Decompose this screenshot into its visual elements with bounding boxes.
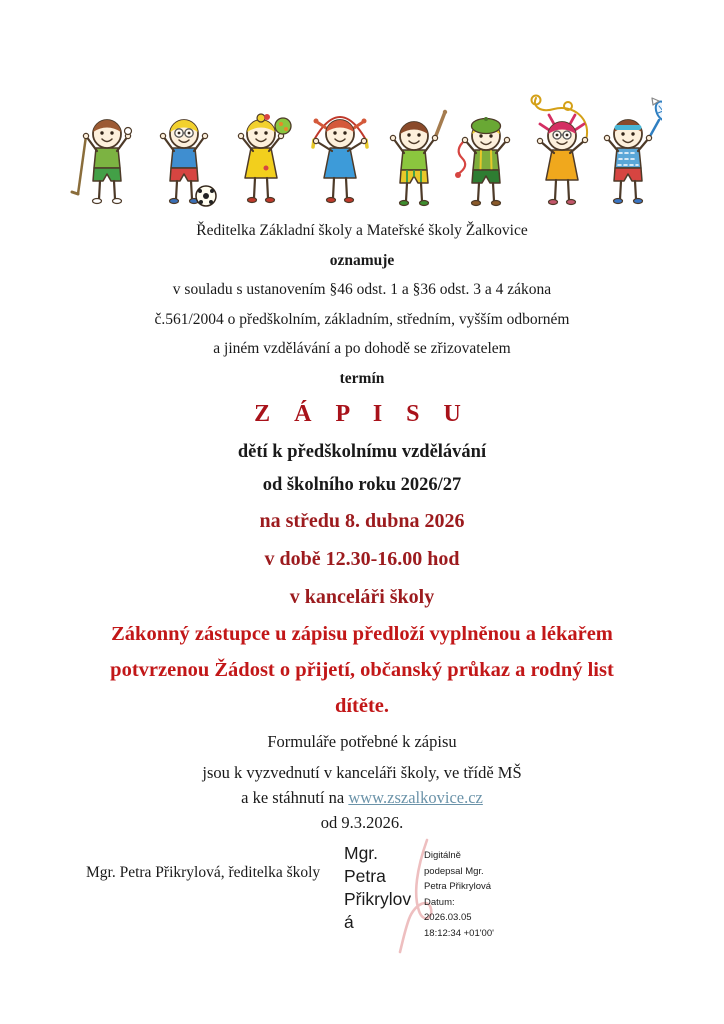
digital-signature-detail-line: 2026.03.05 xyxy=(424,912,472,923)
forms-date-line: od 9.3.2026. xyxy=(320,813,404,832)
forms-pickup-line: jsou k vyzvednutí v kanceláři školy, ve třídě MŠ xyxy=(202,763,522,782)
digital-signature-detail-line: Datum: xyxy=(424,896,455,908)
digital-signature-details xyxy=(424,848,534,941)
forms-intro-line: Formuláře potřebné k zápisu xyxy=(267,732,457,751)
page-title: Z Á P I S U xyxy=(254,401,470,427)
digital-signature-name-line: Přikrylov xyxy=(344,889,412,909)
requirement-line-2: potvrzenou Žádost o přijetí, občanský průkaz a rodný list xyxy=(110,659,614,681)
digital-signature-name-line: Petra xyxy=(344,866,386,886)
child-girl-jump-rope xyxy=(313,117,367,203)
digital-signature-detail-line: Petra Přikrylová xyxy=(424,881,492,892)
digital-signature-name-line: á xyxy=(344,912,354,932)
subtitle-line-1: dětí k předškolnímu vzdělávání xyxy=(237,442,487,462)
signature-section xyxy=(0,838,724,968)
header-line: Ředitelka Základní školy a Mateřské školy Žalkovice xyxy=(196,222,528,239)
child-boy-golf xyxy=(72,120,132,204)
school-website-link[interactable]: www.zszalkovice.cz xyxy=(348,788,483,807)
child-boy-soccer xyxy=(160,120,216,206)
legal-line-3: a jiném vzdělávání a po dohodě se zřizovatelem xyxy=(213,340,511,357)
legal-line-1: v souladu s ustanovením §46 odst. 1 a §36 odst. 3 a 4 zákona xyxy=(172,281,552,298)
legal-line-2: č.561/2004 o předškolním, základním, středním, vyšším odborném xyxy=(154,310,570,328)
document-body xyxy=(0,216,724,835)
forms-download-prefix: a ke stáhnutí na xyxy=(241,788,349,807)
child-girl-yellow-dress xyxy=(238,114,291,203)
signatory-line: Mgr. Petra Přikrylová, ředitelka školy xyxy=(86,864,321,881)
digital-signature-block xyxy=(344,842,574,962)
announce-word: oznamuje xyxy=(329,251,395,269)
digital-signature-name-line: Mgr. xyxy=(344,843,379,863)
requirement-line-3: dítěte. xyxy=(334,695,390,717)
event-time-line: v době 12.30-16.00 hod xyxy=(264,548,460,570)
event-place-line: v kanceláři školy xyxy=(289,586,435,608)
requirement-line-1: Zákonný zástupce u zápisu předloží vyplněnou a lékařem xyxy=(111,623,613,645)
digital-signature-detail-line: Digitálně xyxy=(424,850,461,861)
children-playing-illustration xyxy=(62,94,662,212)
digital-signature-detail-line: 18:12:34 +01'00' xyxy=(424,927,494,939)
child-boy-bat xyxy=(390,110,447,206)
digital-signature-detail-line: podepsal Mgr. xyxy=(424,865,484,877)
child-girl-streamer xyxy=(532,96,588,205)
forms-download-line xyxy=(0,785,724,810)
subtitle-line-2: od školního roku 2026/27 xyxy=(262,475,462,495)
child-boy-cap-ribbon xyxy=(455,117,510,206)
child-boy-badminton xyxy=(604,98,662,204)
event-date-line: na středu 8. dubna 2026 xyxy=(259,510,465,532)
term-label: termín xyxy=(339,369,385,387)
